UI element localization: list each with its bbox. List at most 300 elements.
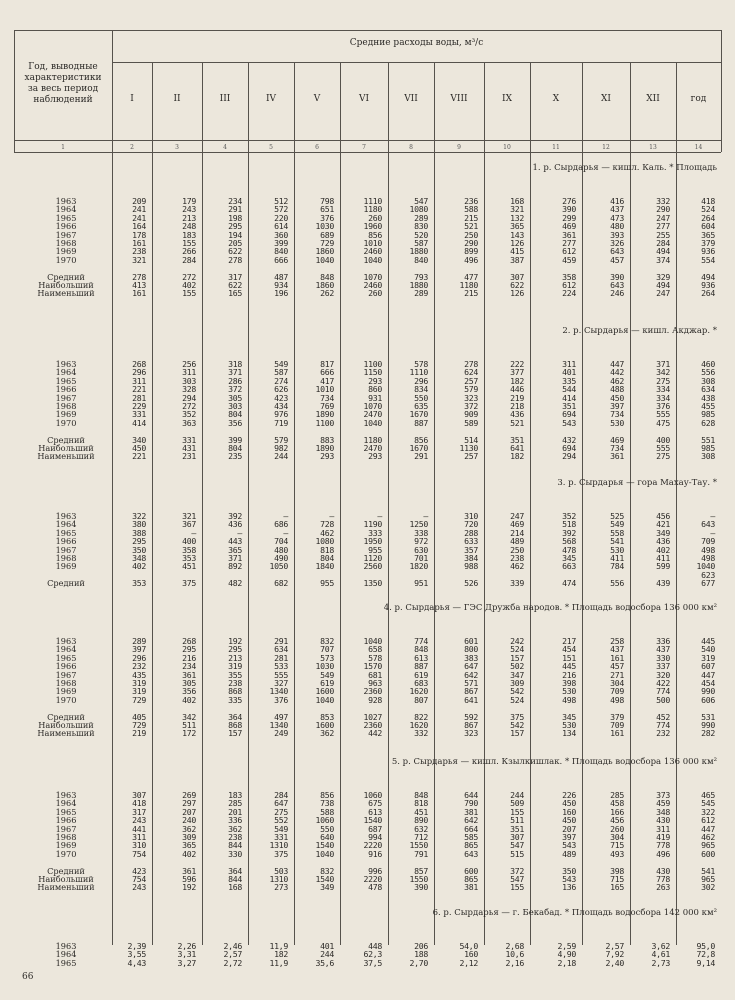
table-cell: 604: [701, 221, 715, 232]
table-cell: 525: [610, 511, 624, 521]
table-cell: 307: [132, 790, 146, 800]
table-cell: 963: [368, 678, 382, 688]
row-label: 1967: [55, 823, 77, 834]
table-cell: 2,26: [177, 941, 196, 951]
table-cell: 549: [274, 823, 288, 834]
row-label: 1965: [55, 957, 77, 968]
table-cell: 622: [228, 280, 242, 290]
table-cell: 165: [610, 882, 624, 893]
table-cell: 10,6: [505, 949, 524, 960]
table-cell: 132: [510, 212, 524, 223]
table-cell: 367: [182, 519, 196, 530]
row-label: 1963: [55, 359, 77, 369]
table-cell: 373: [656, 790, 670, 800]
table-cell: —: [237, 527, 242, 538]
table-cell: 307: [510, 271, 524, 282]
table-cell: 452: [656, 711, 670, 722]
table-cell: 282: [701, 728, 715, 739]
table-cell: 686: [274, 519, 288, 530]
table-cell: 450: [562, 798, 576, 809]
table-cell: 694: [562, 409, 576, 420]
table-cell: 3,31: [177, 949, 196, 960]
table-cell: 362: [182, 823, 196, 834]
table-cell: 290: [464, 238, 478, 248]
table-cell: 72,8: [696, 949, 715, 960]
table-cell: 286: [228, 375, 242, 386]
table-cell: 848: [320, 271, 334, 282]
table-cell: 295: [228, 221, 242, 232]
table-cell: 348: [656, 806, 670, 817]
table-cell: 822: [414, 711, 428, 722]
table-cell: 372: [464, 401, 478, 411]
table-cell: 524: [510, 694, 524, 705]
table-rule: [14, 30, 721, 31]
table-cell: 498: [701, 544, 715, 555]
table-cell: 285: [610, 790, 624, 800]
table-cell: 244: [320, 949, 334, 960]
table-cell: 232: [656, 728, 670, 739]
table-cell: 521: [510, 417, 524, 428]
table-cell: 701: [414, 553, 428, 563]
table-cell: 1040: [315, 848, 334, 859]
table-cell: 2460: [363, 246, 382, 257]
table-cell: 585: [464, 832, 478, 842]
table-cell: 242: [510, 636, 524, 646]
table-cell: 372: [228, 384, 242, 395]
table-cell: 619: [320, 678, 334, 688]
table-cell: 411: [656, 553, 670, 563]
row-label: 1963: [55, 196, 77, 206]
table-cell: 207: [182, 806, 196, 817]
table-cell: 309: [182, 832, 196, 842]
table-cell: 3,62: [651, 941, 670, 951]
table-cell: 291: [228, 204, 242, 215]
table-cell: 397: [610, 401, 624, 411]
table-cell: 182: [510, 375, 524, 386]
table-cell: 126: [510, 288, 524, 299]
table-cell: 589: [464, 417, 478, 428]
table-cell: 375: [510, 711, 524, 722]
table-cell: 555: [274, 669, 288, 680]
table-cell: 398: [610, 865, 624, 876]
table-cell: —: [283, 527, 288, 538]
row-label: Средний: [47, 271, 85, 282]
table-cell: —: [710, 527, 715, 538]
table-cell: —: [423, 511, 428, 521]
table-cell: 247: [656, 212, 670, 223]
row-label: 1966: [55, 221, 77, 232]
table-cell: 293: [320, 451, 334, 462]
table-cell: 188: [414, 949, 428, 960]
table-cell: 658: [368, 644, 382, 655]
table-cell: 155: [182, 288, 196, 299]
table-cell: 290: [656, 204, 670, 215]
table-cell: 439: [656, 578, 670, 589]
table-cell: 421: [656, 519, 670, 530]
table-cell: 633: [464, 536, 478, 547]
column-rule: [294, 62, 295, 945]
table-cell: 422: [656, 678, 670, 688]
table-cell: 530: [562, 686, 576, 697]
table-cell: 310: [464, 511, 478, 521]
table-cell: 612: [562, 246, 576, 257]
table-cell: 243: [132, 815, 146, 826]
table-cell: 243: [132, 882, 146, 893]
table-cell: 571: [464, 678, 478, 688]
table-cell: 332: [414, 728, 428, 739]
table-cell: 619: [414, 669, 428, 680]
table-cell: 311: [132, 375, 146, 386]
table-cell: 442: [368, 728, 382, 739]
table-cell: 547: [510, 840, 524, 851]
table-cell: 331: [182, 434, 196, 445]
table-cell: 543: [562, 417, 576, 428]
table-cell: 541: [610, 536, 624, 547]
row-label: 1964: [55, 204, 77, 215]
table-cell: 2,12: [459, 957, 478, 968]
column-number: 5: [269, 144, 273, 151]
table-cell: 632: [414, 823, 428, 834]
table-cell: 284: [274, 790, 288, 800]
table-cell: 317: [228, 271, 242, 282]
table-cell: 454: [562, 644, 576, 655]
table-cell: 2560: [363, 561, 382, 572]
table-cell: 774: [656, 720, 670, 730]
table-cell: 857: [414, 865, 428, 876]
table-cell: 281: [274, 652, 288, 663]
table-cell: 2,40: [605, 957, 624, 968]
row-label: Средний: [47, 578, 85, 589]
table-cell: 634: [701, 384, 715, 395]
table-cell: 262: [320, 288, 334, 299]
column-number: 13: [649, 144, 657, 151]
table-cell: 1040: [315, 694, 334, 705]
column-rule: [388, 62, 389, 945]
table-cell: 345: [562, 711, 576, 722]
table-cell: 384: [464, 553, 478, 563]
table-cell: 323: [464, 728, 478, 739]
table-cell: 460: [701, 359, 715, 369]
table-cell: 988: [464, 561, 478, 572]
row-label: 1967: [55, 669, 77, 680]
table-cell: 1110: [363, 196, 382, 206]
table-cell: 182: [274, 949, 288, 960]
table-cell: 278: [132, 271, 146, 282]
table-cell: 592: [464, 711, 478, 722]
table-cell: 573: [320, 652, 334, 663]
table-cell: 438: [701, 392, 715, 403]
table-cell: 899: [464, 246, 478, 257]
table-cell: 294: [562, 451, 576, 462]
table-cell: 1540: [363, 815, 382, 826]
table-cell: 387: [510, 254, 524, 265]
row-label: 1964: [55, 949, 77, 960]
table-cell: 399: [274, 238, 288, 248]
table-cell: 347: [510, 669, 524, 680]
table-cell: 480: [274, 544, 288, 555]
table-cell: 390: [562, 204, 576, 215]
table-cell: 155: [510, 806, 524, 817]
table-cell: 666: [320, 367, 334, 378]
table-cell: 379: [610, 711, 624, 722]
table-cell: 524: [701, 204, 715, 215]
table-cell: 1110: [409, 367, 428, 378]
table-cell: 1250: [409, 519, 428, 530]
table-cell: 840: [414, 254, 428, 265]
table-cell: 454: [701, 678, 715, 688]
table-cell: 334: [656, 392, 670, 403]
table-cell: 951: [414, 578, 428, 589]
table-cell: 818: [414, 798, 428, 809]
table-cell: 308: [701, 451, 715, 462]
table-cell: 319: [228, 661, 242, 672]
table-cell: 558: [610, 527, 624, 538]
table-cell: 607: [701, 661, 715, 672]
table-cell: 641: [510, 443, 524, 453]
row-label: 1966: [55, 815, 77, 826]
table-cell: 1860: [315, 280, 334, 290]
table-cell: 2220: [363, 874, 382, 884]
table-rule: [14, 140, 721, 141]
table-cell: 303: [182, 375, 196, 386]
table-cell: 1890: [315, 409, 334, 420]
table-cell: 784: [610, 561, 624, 572]
table-cell: 623: [701, 569, 715, 580]
table-cell: 303: [228, 401, 242, 411]
column-rule: [112, 30, 113, 945]
table-cell: 955: [320, 578, 334, 589]
table-cell: 278: [464, 359, 478, 369]
table-cell: 198: [228, 212, 242, 223]
table-cell: 284: [182, 254, 196, 265]
table-cell: 497: [274, 711, 288, 722]
table-cell: 363: [182, 417, 196, 428]
table-cell: 931: [368, 392, 382, 403]
table-cell: 361: [610, 451, 624, 462]
table-cell: 734: [610, 409, 624, 420]
column-number: 1: [61, 144, 65, 151]
table-cell: 447: [610, 359, 624, 369]
table-cell: 624: [464, 367, 478, 378]
table-cell: 818: [320, 544, 334, 555]
table-cell: 778: [656, 874, 670, 884]
table-cell: 599: [656, 561, 670, 572]
table-cell: 498: [610, 694, 624, 705]
table-cell: 37,5: [363, 957, 382, 968]
table-cell: 643: [464, 848, 478, 859]
table-cell: 462: [610, 375, 624, 386]
table-cell: 549: [610, 519, 624, 530]
table-cell: 365: [510, 221, 524, 232]
table-cell: 1540: [315, 840, 334, 851]
table-cell: 848: [414, 644, 428, 655]
row-label: 1963: [55, 636, 77, 646]
table-cell: 1180: [459, 280, 478, 290]
table-cell: 331: [274, 832, 288, 842]
table-cell: 398: [562, 678, 576, 688]
table-cell: 161: [132, 238, 146, 248]
table-cell: 155: [510, 882, 524, 893]
table-cell: 311: [562, 359, 576, 369]
table-cell: 715: [610, 874, 624, 884]
table-cell: 448: [368, 941, 382, 951]
row-label: 1963: [55, 790, 77, 800]
table-cell: 734: [320, 392, 334, 403]
table-cell: 157: [510, 652, 524, 663]
table-cell: 493: [610, 848, 624, 859]
table-cell: 482: [228, 578, 242, 589]
table-cell: 550: [414, 392, 428, 403]
table-cell: 320: [656, 669, 670, 680]
table-cell: 1880: [409, 246, 428, 257]
column-rule: [484, 62, 485, 945]
table-cell: 260: [368, 288, 382, 299]
column-header-12: XII: [646, 94, 660, 104]
table-cell: 349: [320, 882, 334, 893]
table-cell: 469: [562, 221, 576, 232]
table-cell: 164: [132, 221, 146, 232]
table-cell: 976: [274, 409, 288, 420]
table-cell: 2460: [363, 280, 382, 290]
table-cell: 478: [368, 882, 382, 893]
table-cell: 402: [182, 280, 196, 290]
table-cell: 392: [562, 527, 576, 538]
table-cell: 213: [228, 652, 242, 663]
table-cell: 246: [610, 288, 624, 299]
table-cell: 434: [274, 401, 288, 411]
table-cell: 521: [464, 221, 478, 232]
table-cell: 360: [274, 229, 288, 240]
table-cell: 332: [656, 196, 670, 206]
column-number: 14: [694, 144, 703, 151]
table-cell: 612: [562, 280, 576, 290]
table-cell: 488: [610, 384, 624, 395]
table-cell: 1620: [409, 686, 428, 697]
table-cell: 834: [414, 384, 428, 395]
table-cell: 544: [562, 384, 576, 395]
table-cell: 2,73: [651, 957, 670, 968]
table-cell: 295: [228, 644, 242, 655]
table-cell: 268: [132, 359, 146, 369]
table-cell: 393: [610, 229, 624, 240]
table-cell: 865: [464, 840, 478, 851]
table-cell: 329: [656, 271, 670, 282]
table-cell: 255: [656, 229, 670, 240]
table-cell: 364: [228, 711, 242, 722]
table-cell: 256: [182, 359, 196, 369]
row-label: 1965: [55, 527, 77, 538]
table-cell: 311: [182, 367, 196, 378]
table-cell: 362: [320, 728, 334, 739]
table-cell: 704: [274, 536, 288, 547]
table-cell: 509: [510, 798, 524, 809]
table-cell: 600: [701, 848, 715, 859]
table-cell: 734: [610, 443, 624, 453]
table-cell: 266: [182, 246, 196, 257]
row-label: 1969: [55, 686, 77, 697]
table-cell: 1080: [409, 204, 428, 215]
table-cell: 793: [414, 271, 428, 282]
column-header-11: XI: [601, 94, 611, 104]
table-cell: 804: [228, 409, 242, 420]
table-cell: 928: [368, 694, 382, 705]
table-cell: 277: [656, 221, 670, 232]
table-cell: 334: [656, 384, 670, 395]
table-cell: 431: [182, 443, 196, 453]
table-cell: 402: [132, 561, 146, 572]
table-cell: 613: [368, 806, 382, 817]
table-cell: 480: [610, 221, 624, 232]
table-cell: 456: [610, 815, 624, 826]
table-cell: 1670: [409, 443, 428, 453]
table-cell: 865: [464, 874, 478, 884]
table-cell: 402: [182, 848, 196, 859]
table-cell: 1040: [363, 254, 382, 265]
table-cell: 284: [656, 238, 670, 248]
row-label: 1967: [55, 544, 77, 555]
row-label: 1965: [55, 375, 77, 386]
table-cell: 350: [132, 544, 146, 555]
table-cell: 1600: [315, 720, 334, 730]
table-cell: 1180: [363, 204, 382, 215]
table-cell: 490: [274, 553, 288, 563]
column-header-8: VIII: [450, 94, 468, 104]
table-cell: 392: [228, 511, 242, 521]
table-cell: 353: [182, 553, 196, 563]
row-label: Наименьший: [37, 451, 95, 462]
table-cell: 738: [320, 798, 334, 809]
table-cell: —: [710, 511, 715, 521]
table-cell: 321: [182, 511, 196, 521]
row-label: 1963: [55, 941, 77, 951]
table-cell: 640: [320, 832, 334, 842]
section-title: 1. р. Сырдарья — кишл. Каль. * Площадь: [532, 163, 717, 173]
row-label: 1966: [55, 384, 77, 395]
table-cell: 451: [182, 561, 196, 572]
table-cell: 260: [610, 823, 624, 834]
table-cell: 469: [610, 434, 624, 445]
table-cell: 289: [414, 212, 428, 223]
table-cell: 994: [368, 832, 382, 842]
table-cell: 278: [228, 254, 242, 265]
table-cell: 216: [562, 669, 576, 680]
section-title: 6. р. Сырдарья — г. Бекабад. * Площадь водосбора 142 000 км²: [432, 908, 717, 918]
table-cell: 400: [656, 434, 670, 445]
table-cell: 275: [656, 451, 670, 462]
table-cell: 238: [228, 678, 242, 688]
column-header-4: IV: [265, 94, 277, 104]
table-cell: 423: [132, 865, 146, 876]
table-cell: 365: [228, 544, 242, 555]
table-cell: 276: [562, 196, 576, 206]
table-cell: 352: [182, 409, 196, 420]
row-label: 1966: [55, 536, 77, 547]
table-cell: 547: [510, 874, 524, 884]
table-cell: 2,70: [409, 957, 428, 968]
table-cell: 361: [182, 865, 196, 876]
table-cell: 1550: [409, 874, 428, 884]
table-cell: 830: [414, 221, 428, 232]
table-cell: 342: [656, 367, 670, 378]
table-cell: 856: [414, 434, 428, 445]
table-cell: 451: [414, 806, 428, 817]
table-cell: 323: [464, 392, 478, 403]
table-cell: 675: [368, 798, 382, 809]
table-cell: 220: [274, 212, 288, 223]
table-cell: 450: [132, 443, 146, 453]
column-rule: [248, 62, 249, 945]
table-cell: 390: [610, 271, 624, 282]
